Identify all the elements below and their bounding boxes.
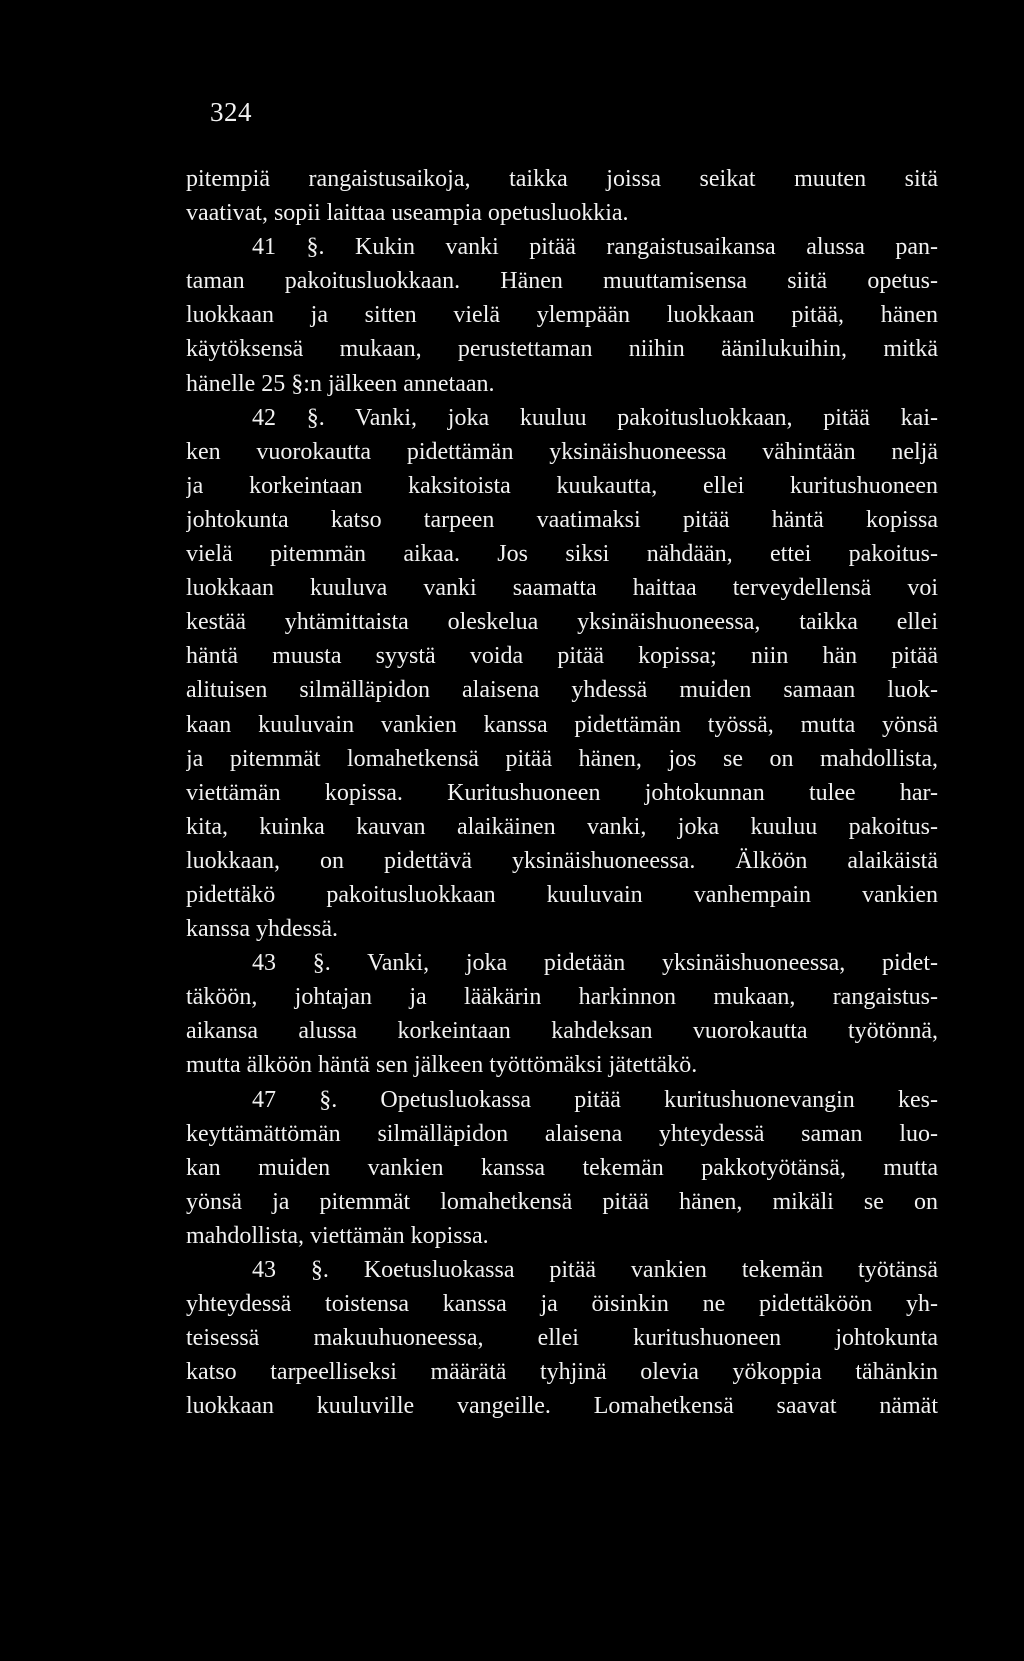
text-line: taman pakoitusluokkaan. Hänen muuttamisensa siitä opetus- <box>186 268 938 295</box>
text-line: käytöksensä mukaan, perustettaman niihin äänilukuihin, mitkä <box>186 336 938 363</box>
text-line: mutta älköön häntä sen jälkeen työttömäksi jätettäkö. <box>186 1052 698 1079</box>
text-line: keyttämättömän silmälläpidon alaisena yhteydessä saman luo- <box>186 1120 938 1147</box>
text-line: aikansa alussa korkeintaan kahdeksan vuorokautta työtönnä, <box>186 1018 938 1045</box>
text-line: 41 §. Kukin vanki pitää rangaistusaikansa alussa pan- <box>252 234 938 261</box>
text-line: mahdollista, viettämän kopissa. <box>186 1222 489 1249</box>
text-line: alituisen silmälläpidon alaisena yhdessä muiden samaan luok- <box>186 677 938 704</box>
text-line: kanssa yhdessä. <box>186 916 338 943</box>
text-line: johtokunta katso tarpeen vaatimaksi pitää häntä kopissa <box>186 506 938 533</box>
text-line: 43 §. Vanki, joka pidetään yksinäishuoneessa, pidet- <box>252 950 938 977</box>
text-line: hänelle 25 §:n jälkeen annetaan. <box>186 370 495 397</box>
text-line: yönsä ja pitemmät lomahetkensä pitää hänen, mikäli se on <box>186 1188 938 1215</box>
text-line: 47 §. Opetusluokassa pitää kuritushuonevangin kes- <box>252 1086 938 1113</box>
text-line: kaan kuuluvain vankien kanssa pidettämän työssä, mutta yönsä <box>186 711 938 738</box>
text-line: 43 §. Koetusluokassa pitää vankien tekemän työtänsä <box>252 1257 938 1283</box>
text-line: luokkaan, on pidettävä yksinäishuoneessa. Älköön alaikäistä <box>186 847 938 874</box>
text-line: yhteydessä toistensa kanssa ja öisinkin ne pidettäköön yh- <box>186 1291 938 1318</box>
page-number: 324 <box>210 97 252 127</box>
text-line: luokkaan kuuluva vanki saamatta haittaa terveydellensä voi <box>186 575 938 602</box>
text-line: luokkaan ja sitten vielä ylempään luokkaan pitää, hänen <box>186 302 938 329</box>
text-line: häntä muusta syystä voida pitää kopissa; niin hän pitää <box>186 643 938 670</box>
text-line: katso tarpeelliseksi määrätä tyhjinä olevia yökoppia tähänkin <box>186 1359 938 1386</box>
text-line: viettämän kopissa. Kuritushuoneen johtokunnan tulee har- <box>186 779 938 806</box>
text-line: ken vuorokautta pidettämän yksinäishuoneessa vähintään neljä <box>186 438 938 465</box>
text-line: vaativat, sopii laittaa useampia opetusluokkia. <box>186 200 629 227</box>
text-line: täköön, johtajan ja lääkärin harkinnon mukaan, rangaistus- <box>186 984 938 1011</box>
text-line: kita, kuinka kauvan alaikäinen vanki, joka kuuluu pakoitus- <box>186 813 938 840</box>
text-line: 42 §. Vanki, joka kuuluu pakoitusluokkaan, pitää kai- <box>252 404 938 431</box>
text-line: kan muiden vankien kanssa tekemän pakkotyötänsä, mutta <box>186 1154 938 1181</box>
text-line: pidettäkö pakoitusluokkaan kuuluvain vanhempain vankien <box>186 881 938 908</box>
text-line: pitempiä rangaistusaikoja, taikka joissa seikat muuten sitä <box>186 166 938 192</box>
text-line: ja pitemmät lomahetkensä pitää hänen, jos se on mahdollista, <box>186 745 938 772</box>
text-line: kestää yhtämittaista oleskelua yksinäishuoneessa, taikka ellei <box>186 609 938 636</box>
text-line: ja korkeintaan kaksitoista kuukautta, ellei kuritushuoneen <box>186 472 938 499</box>
text-line: vielä pitemmän aikaa. Jos siksi nähdään, ettei pakoitus- <box>186 541 938 568</box>
text-line: luokkaan kuuluville vangeille. Lomahetkensä saavat nämät <box>186 1393 938 1420</box>
body-text <box>186 162 938 1423</box>
text-line: teisessä makuuhuoneessa, ellei kuritushuoneen johtokunta <box>186 1325 938 1352</box>
